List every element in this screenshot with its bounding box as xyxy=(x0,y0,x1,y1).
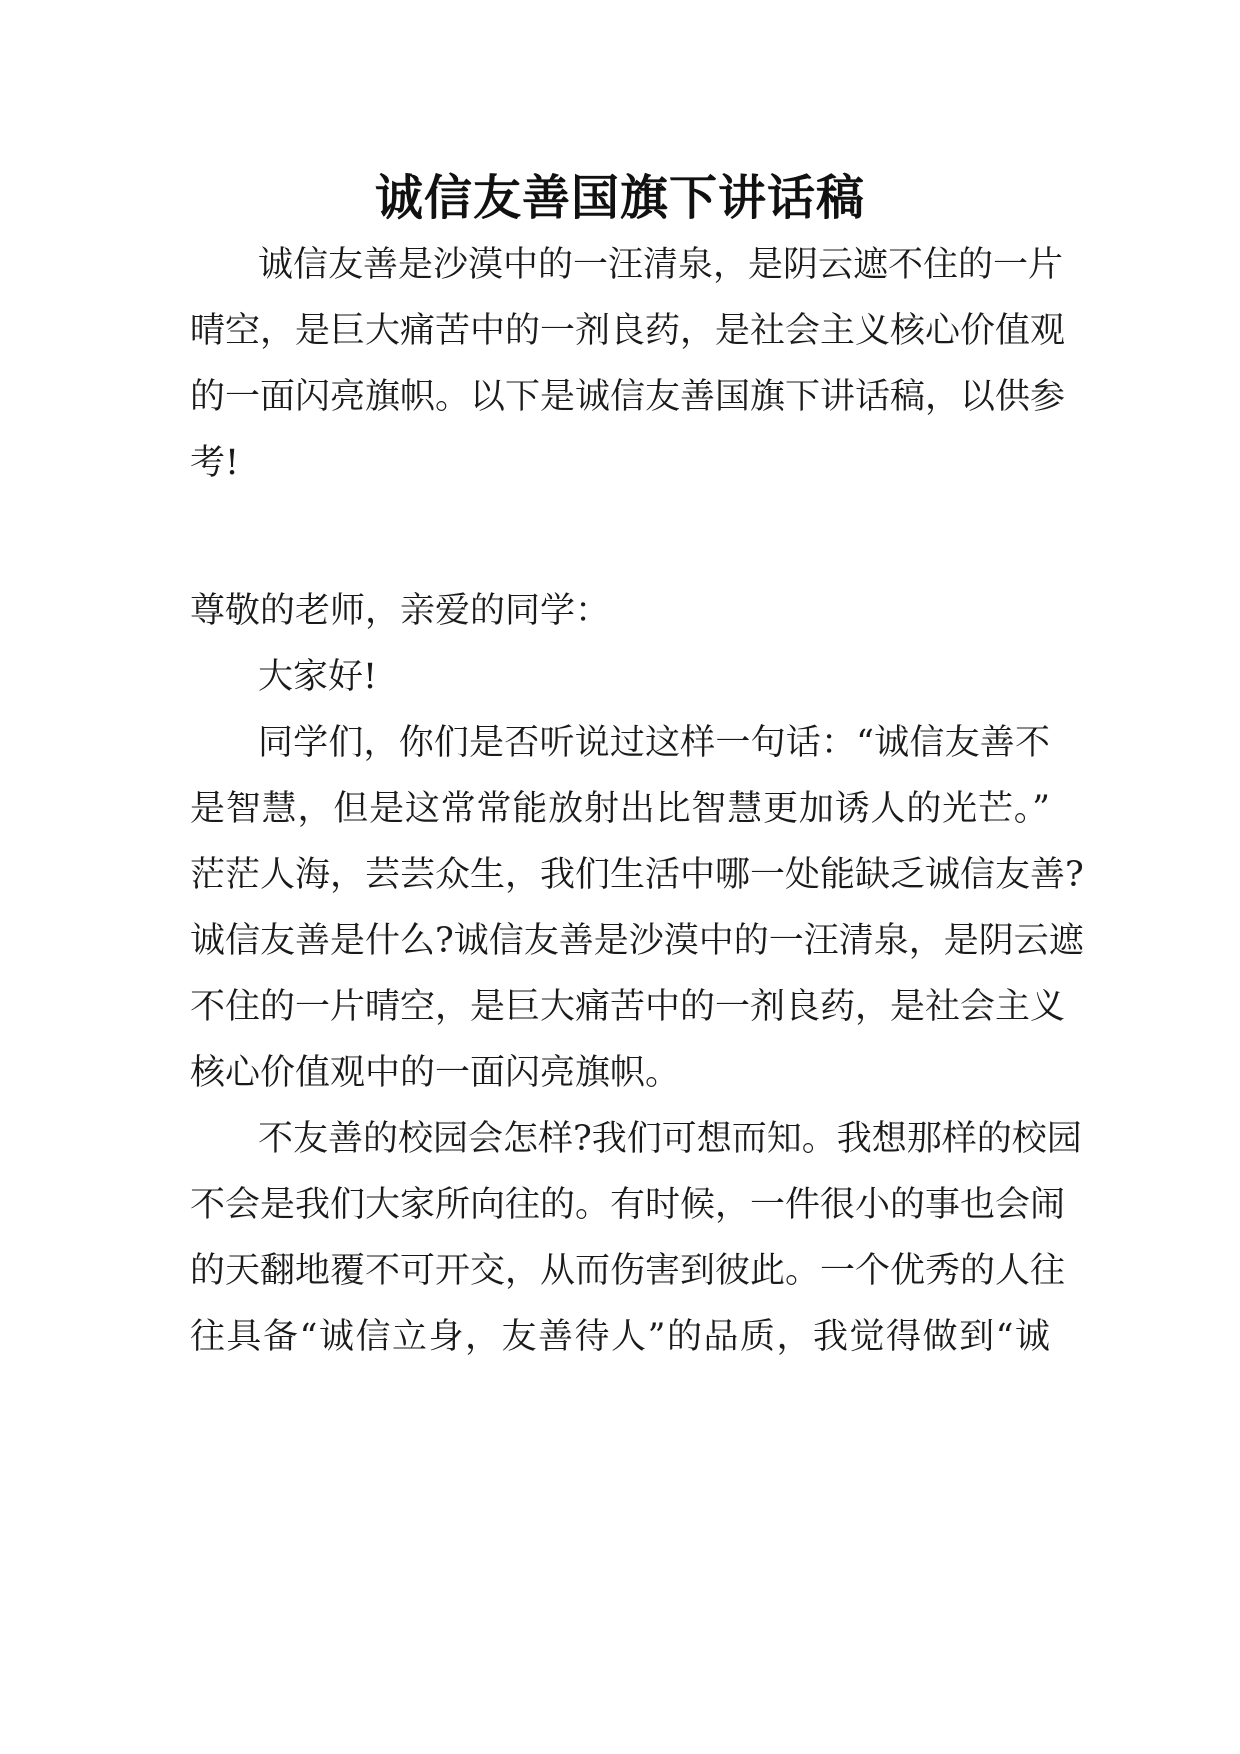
paragraph2-line-1: 不友善的校园会怎样?我们可想而知。我想那样的校园 xyxy=(258,1119,1082,1159)
intro-line-4: 考! xyxy=(190,443,240,483)
paragraph1-line-5: 不住的一片晴空，是巨大痛苦中的一剂良药，是社会主义 xyxy=(190,987,1066,1027)
paragraph1-line-2: 是智慧，但是这常常能放射出比智慧更加诱人的光芒。” xyxy=(190,789,1050,829)
paragraph1-line-3: 茫茫人海，芸芸众生，我们生活中哪一处能缺乏诚信友善? xyxy=(190,855,1084,895)
paragraph2-line-2: 不会是我们大家所向往的。有时候，一件很小的事也会闹 xyxy=(190,1185,1066,1225)
greeting: 大家好! xyxy=(258,657,378,697)
salutation: 尊敬的老师，亲爱的同学： xyxy=(190,591,611,631)
intro-line-2: 晴空，是巨大痛苦中的一剂良药，是社会主义核心价值观 xyxy=(190,311,1066,351)
paragraph1-line-4: 诚信友善是什么?诚信友善是沙漠中的一汪清泉，是阴云遮 xyxy=(190,921,1084,961)
paragraph1-line-1: 同学们，你们是否听说过这样一句话：“诚信友善不 xyxy=(258,723,1050,763)
paragraph2-line-4: 往具备“诚信立身，友善待人”的品质，我觉得做到“诚 xyxy=(190,1317,1050,1357)
intro-line-3: 的一面闪亮旗帜。以下是诚信友善国旗下讲话稿，以供参 xyxy=(190,377,1066,417)
intro-line-1: 诚信友善是沙漠中的一汪清泉，是阴云遮不住的一片 xyxy=(258,245,1064,285)
document-title: 诚信友善国旗下讲话稿 xyxy=(374,170,865,226)
paragraph1-line-6: 核心价值观中的一面闪亮旗帜。 xyxy=(190,1053,681,1093)
paragraph2-line-3: 的天翻地覆不可开交，从而伤害到彼此。一个优秀的人往 xyxy=(190,1251,1066,1291)
